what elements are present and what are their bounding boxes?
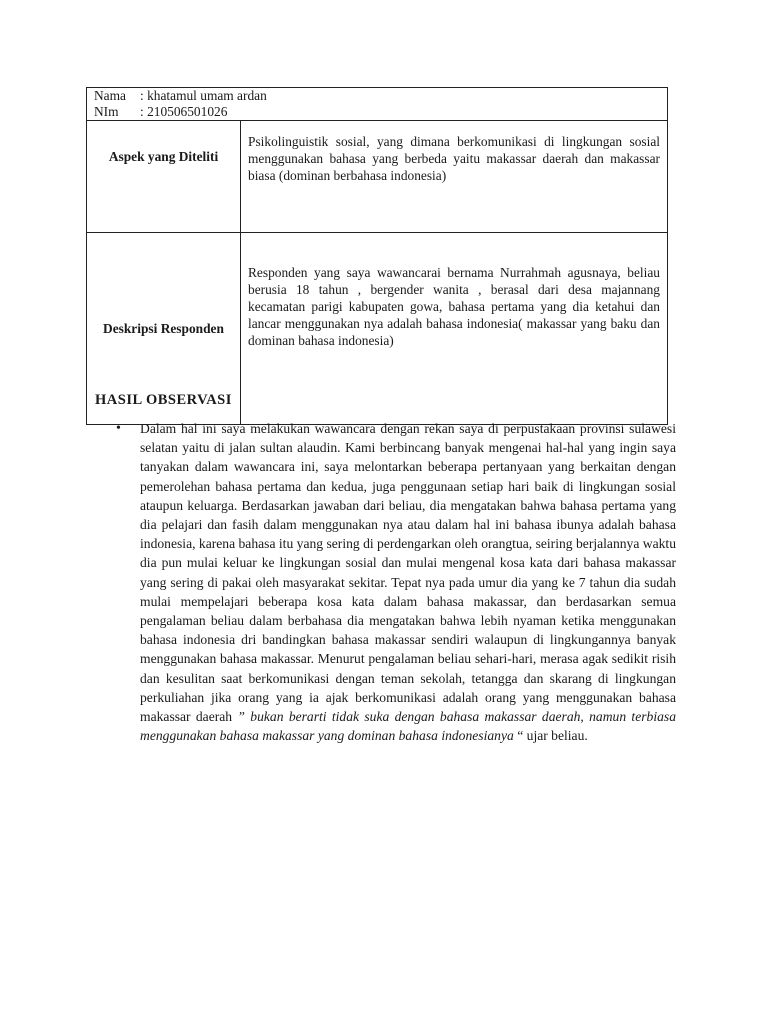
nama-value: : khatamul umam ardan [140, 88, 267, 103]
bullet-icon: • [116, 421, 121, 436]
nama-line [87, 88, 667, 104]
nim-label: NIm [94, 104, 119, 119]
identity-row [87, 88, 668, 121]
paragraph-end: “ ujar beliau. [513, 728, 588, 744]
observation-list [116, 419, 676, 745]
hasil-observasi-heading: HASIL OBSERVASI [95, 392, 232, 408]
deskripsi-value: Responden yang saya wawancarai bernama Nurrahmah agusnaya, beliau berusia 18 tahun , bergender wanita , berasal dari desa majannang kecamatan parigi kabupaten gowa, bahasa pertama yang dia ketahui dan lancar menggunakan nya adalah bahasa indonesia( makassar yang baku dan dominan bahasa indonesia) [241, 233, 668, 425]
nim-line [87, 104, 667, 120]
observation-paragraph [140, 419, 676, 745]
paragraph-quote: ” bukan berarti tidak suka dengan bahasa makassar daerah, namun terbiasa menggunakan bahasa makassar yang dominan bahasa indonesianya [140, 709, 676, 744]
aspek-value: Psikolinguistik sosial, yang dimana berkomunikasi di lingkungan sosial menggunakan bahasa yang berbeda yaitu makassar daerah dan makassar biasa (dominan berbahasa indonesia) [241, 121, 668, 233]
nim-value: : 210506501026 [140, 104, 228, 119]
deskripsi-label: Deskripsi Responden [87, 233, 241, 425]
nama-label: Nama [94, 88, 126, 103]
aspek-label: Aspek yang Diteliti [87, 121, 241, 233]
paragraph-main: Dalam hal ini saya melakukan wawancara dengan rekan saya di perpustakaan provinsi sulawesi selatan yaitu di jalan sultan alaudin. Kami berbincang banyak mengenai hal-hal yang ingin saya tanyakan dalam wawancara ini, saya melontarkan beberapa pertanyaan yang berkaitan dengan pemerolehan bahasa pertama dan kedua, juga penggunaan setiap hari baik di lingkungan sosial ataupun keluarga. Berdasarkan jawaban dari beliau, dia mengatakan bahwa bahasa pertama yang dia pelajari dan fasih dalam menggunakan nya atau dalam hal ini bahasa ibunya adalah bahasa indonesia, karena bahasa itu yang sering di perdengarkan oleh orangtua, seiring berjalannya waktu dia pun mulai keluar ke lingkungan sosial dan mulai mengenal kosa kata dari bahasa makassar yang sering di pakai oleh masyarakat sekitar. Tepat nya pada umur dia yang ke 7 tahun dia sudah mulai mempelajari beberapa kosa kata dalam bahasa makassar, dan berdasarkan semua pengalaman beliau dalam berbahasa dia mengatakan bahwa lebih nyaman ketika menggunakan bahasa indonesia dri bandingkan bahasa makassar sendiri walaupun di lingkungannya banyak menggunakan bahasa makassar. Menurut pengalaman beliau sehari-hari, merasa agak sedikit risih dan kesulitan saat berkomunikasi dengan teman sekolah, tetangga dan skarang di lingkungan perkuliahan jika orang yang ia ajak berkomunikasi adalah orang yang menggunakan bahasa makassar daerah [140, 421, 677, 725]
respondent-info-table [86, 87, 668, 425]
aspek-row [87, 121, 668, 233]
list-item [116, 419, 676, 745]
identity-cell [87, 88, 668, 121]
